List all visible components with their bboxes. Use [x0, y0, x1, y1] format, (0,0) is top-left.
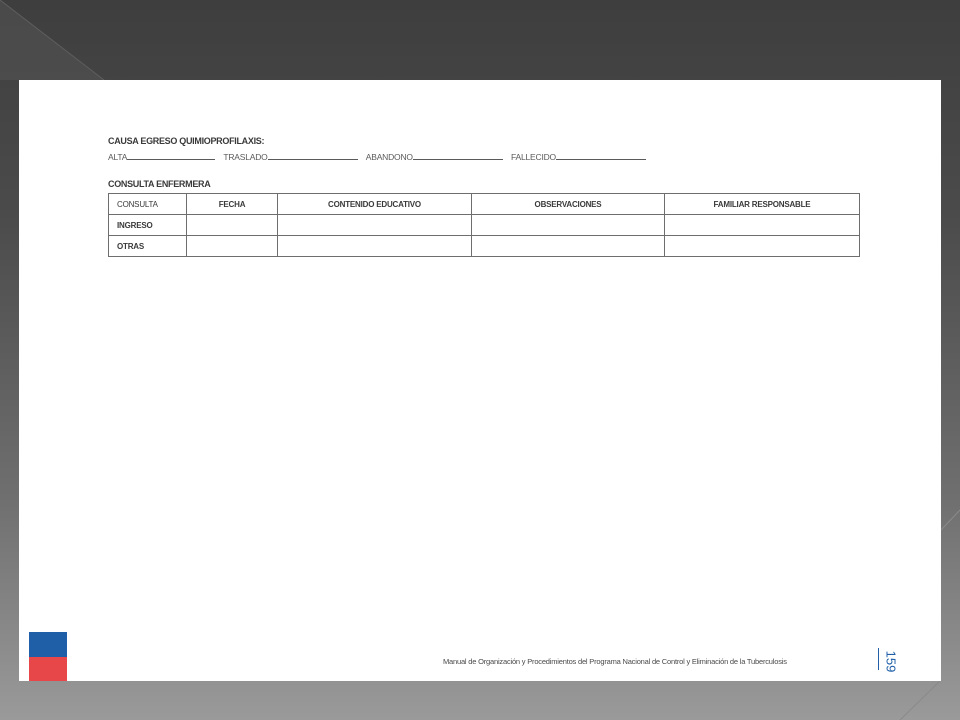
- header-consulta: CONSULTA: [109, 194, 187, 215]
- header-contenido-educativo: CONTENIDO EDUCATIVO: [278, 194, 472, 215]
- table-cell[interactable]: [278, 236, 472, 257]
- causa-egreso-title: CAUSA EGRESO QUIMIOPROFILAXIS:: [108, 136, 265, 146]
- table-cell[interactable]: [665, 236, 860, 257]
- consulta-enfermera-table: [108, 193, 860, 257]
- flag-red-block: [29, 657, 67, 681]
- table-cell[interactable]: [278, 215, 472, 236]
- flag-blue-block: [29, 632, 67, 657]
- causa-option-fallecido: [511, 151, 646, 162]
- header-familiar-responsable: FAMILIAR RESPONSABLE: [665, 194, 860, 215]
- table-cell[interactable]: [665, 215, 860, 236]
- table-row: [109, 236, 860, 257]
- causa-option-alta: [108, 151, 215, 162]
- row-label-otras: OTRAS: [109, 236, 187, 257]
- document-page: [19, 80, 941, 681]
- causa-option-label: ALTA: [108, 152, 128, 162]
- page-number: 159: [883, 650, 899, 673]
- causa-blank-alta[interactable]: [127, 151, 215, 160]
- row-label-ingreso: INGRESO: [109, 215, 187, 236]
- causa-option-traslado: [223, 151, 357, 162]
- table-header-row: [109, 194, 860, 215]
- causa-option-abandono: [366, 151, 503, 162]
- causa-option-label: TRASLADO: [223, 152, 268, 162]
- causa-egreso-options: [108, 151, 652, 162]
- footer-divider: [878, 648, 879, 670]
- table-cell[interactable]: [472, 215, 665, 236]
- header-observaciones: OBSERVACIONES: [472, 194, 665, 215]
- causa-option-label: FALLECIDO: [510, 152, 556, 162]
- table-row: [109, 215, 860, 236]
- causa-blank-traslado[interactable]: [268, 151, 358, 160]
- causa-blank-fallecido[interactable]: [556, 151, 646, 160]
- table-cell[interactable]: [472, 236, 665, 257]
- table-cell[interactable]: [187, 215, 278, 236]
- causa-blank-abandono[interactable]: [413, 151, 503, 160]
- footer-manual-title: Manual de Organización y Procedimientos del Programa Nacional de Control y Eliminación de la Tuberculosis: [443, 657, 787, 666]
- causa-option-label: ABANDONO: [365, 152, 413, 162]
- consulta-enfermera-title: CONSULTA ENFERMERA: [108, 179, 211, 189]
- table-cell[interactable]: [187, 236, 278, 257]
- header-fecha: FECHA: [187, 194, 278, 215]
